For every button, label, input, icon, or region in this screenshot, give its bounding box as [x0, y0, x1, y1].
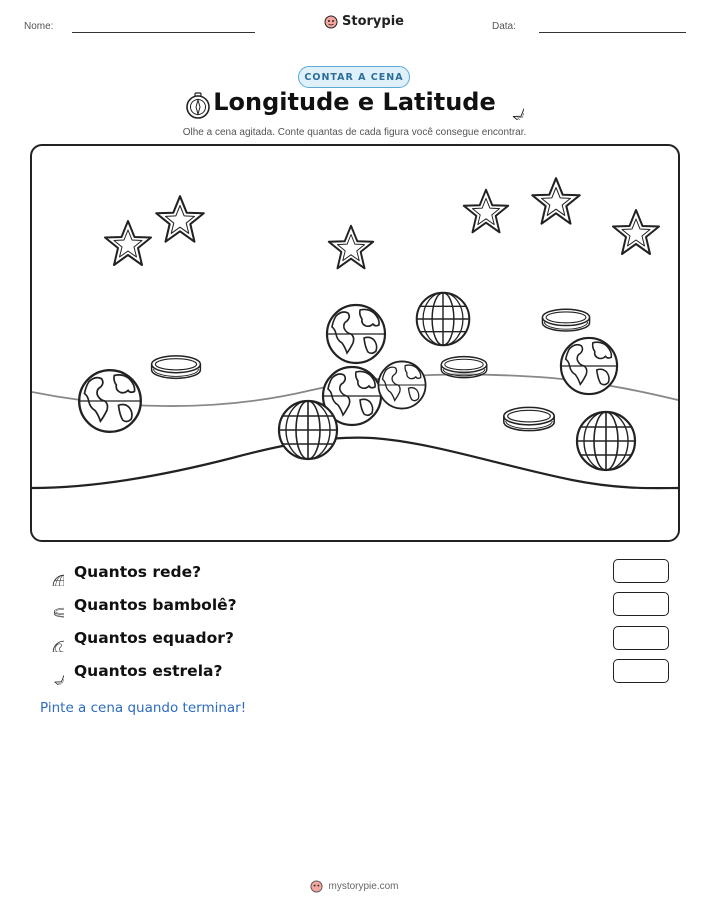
mascot-icon: [324, 15, 338, 29]
activity-badge: CONTAR A CENA: [298, 66, 410, 88]
earth-globe-1: [327, 305, 385, 363]
question-text: Quantos estrela?: [74, 662, 223, 680]
question-row: [40, 628, 680, 654]
star-3: [329, 226, 373, 269]
answer-box[interactable]: [613, 592, 669, 616]
name-label: Nome:: [24, 21, 54, 32]
earth-globe-2: [79, 370, 141, 432]
question-text: Quantos rede?: [74, 563, 202, 581]
scene-illustration: [32, 146, 678, 540]
coloring-note: Pinte a cena quando terminar!: [40, 700, 247, 716]
star-icon: [40, 661, 64, 685]
grid-globe-2: [279, 401, 337, 459]
grid-globe-icon: [40, 562, 64, 586]
question-text: Quantos bambolê?: [74, 596, 237, 614]
earth-globe-icon: [40, 628, 64, 652]
grid-globe-1: [417, 293, 470, 346]
star-1: [105, 221, 151, 265]
star-6: [613, 210, 659, 254]
mascot-icon: [310, 880, 323, 893]
question-text: Quantos equador?: [74, 629, 234, 647]
question-row: [40, 562, 680, 588]
date-label: Data:: [492, 21, 516, 32]
star-2: [156, 196, 204, 241]
instructions: Olhe a cena agitada. Conte quantas de cada figura você consegue encontrar.: [182, 127, 527, 138]
earth-globe-4: [378, 361, 425, 408]
question-row: [40, 595, 680, 621]
star-4: [464, 190, 508, 233]
title-star-icon: [496, 92, 524, 120]
site-url[interactable]: mystorypie.com: [328, 881, 399, 892]
grid-globe-3: [577, 412, 635, 470]
name-line[interactable]: [72, 32, 255, 33]
hoop-4: [504, 407, 554, 430]
star-5: [532, 178, 580, 223]
counting-scene: [30, 144, 680, 542]
earth-globe-5: [561, 338, 617, 394]
brand-name: Storypie: [342, 14, 404, 29]
hoop-icon: [40, 595, 64, 619]
page-title: Longitude e Latitude: [213, 88, 496, 116]
brand-logo: [324, 14, 404, 29]
answer-box[interactable]: [613, 659, 669, 683]
answer-box[interactable]: [613, 559, 669, 583]
hoop-3: [542, 309, 589, 331]
site-footer: [0, 880, 709, 893]
answer-box[interactable]: [613, 626, 669, 650]
question-row: [40, 661, 680, 687]
date-line[interactable]: [539, 32, 686, 33]
hoop-1: [152, 356, 201, 379]
